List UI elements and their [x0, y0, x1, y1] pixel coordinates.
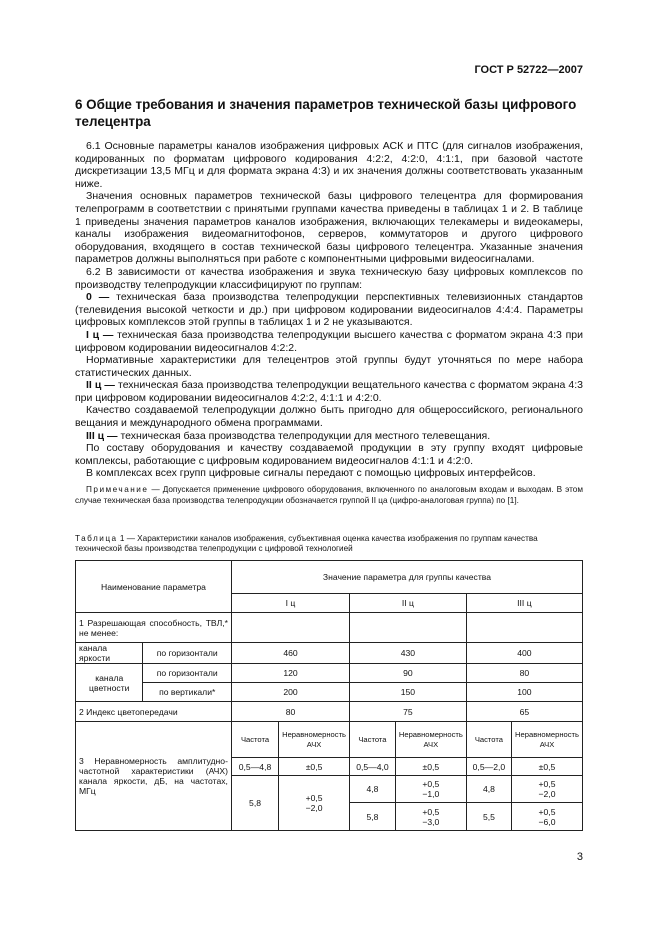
row-frequency-response-text: 3 Неравномерность амплитудно-частотной характеристики (АЧХ) канала яркости, дБ, на частотах, МГц — [79, 756, 228, 796]
table-cell: +0,5 −6,0 — [512, 803, 583, 831]
table-caption-label: Таблица — [75, 534, 118, 543]
table-cell: 4,8 — [350, 776, 396, 803]
paragraph: По составу оборудования и качеству создаваемой продукции в эту группу входят цифровые комплексы, работающие с цифровым кодированием видеосигналов 4:1:1 и 4:2:0. — [75, 442, 583, 467]
paragraph — [75, 329, 583, 354]
row-resolution-label: 1 Разрешающая способность, ТВЛ,* не менее: — [76, 613, 232, 643]
body-text — [75, 140, 583, 507]
table-cell: ±0,5 — [395, 758, 466, 776]
table-cell: +0,5 −2,0 — [512, 776, 583, 803]
table-cell: 0,5—2,0 — [466, 758, 511, 776]
row-luma-direction: по горизонтали — [143, 643, 231, 664]
table-cell: +0,5 −1,0 — [395, 776, 466, 803]
table-caption — [75, 534, 583, 555]
row-frequency-response-label — [76, 722, 232, 831]
table-cell: +0,5 −3,0 — [395, 803, 466, 831]
subheader-frequency: Частота — [350, 722, 396, 758]
group-term: II ц — — [86, 379, 115, 392]
note — [75, 485, 583, 507]
header-group-3: III ц — [466, 594, 582, 613]
row-color-index-label: 2 Индекс цветопередачи — [76, 702, 232, 722]
group-term: III ц — — [86, 429, 118, 442]
table-cell — [466, 613, 582, 643]
paragraph — [75, 291, 583, 329]
note-text: — Допускается применение цифрового оборудования, включенного по аналоговым входам и выходам. В этом случае техническая база производства телепродукции обозначается группой II ца (цифро-аналоговая группа) по [1]. — [75, 485, 583, 505]
group-definition: техническая база производства телепродукции для местного телевещания. — [117, 429, 491, 442]
subheader-nonuniformity: Неравномерность АЧХ — [395, 722, 466, 758]
table-cell: 4,8 — [466, 776, 511, 803]
document-id: ГОСТ Р 52722—2007 — [474, 64, 583, 76]
page-number: 3 — [576, 851, 583, 863]
table-cell: 150 — [350, 683, 467, 702]
table-cell: 100 — [466, 683, 582, 702]
table-cell: 75 — [350, 702, 467, 722]
paragraph — [75, 379, 583, 404]
table-cell: 200 — [231, 683, 349, 702]
row-luma-label: канала яркости — [76, 643, 143, 664]
note-label: Примечание — [86, 485, 149, 495]
table-cell: ±0,5 — [279, 758, 350, 776]
table-cell: 80 — [231, 702, 349, 722]
table-cell: 5,5 — [466, 803, 511, 831]
group-definition: техническая база производства телепродукции перспективных телевизионных стандартов (телевидения высокой четкости и др.) при цифровом кодировании видеосигналов 4:4:4. Параметры цифровых комплексов этой группы в таблицах 1 и 2 не указываются. — [75, 291, 583, 329]
subheader-nonuniformity: Неравномерность АЧХ — [512, 722, 583, 758]
table-cell: 5,8 — [350, 803, 396, 831]
row-chroma-direction: по вертикали* — [143, 683, 231, 702]
paragraph: 6.1 Основные параметры каналов изображения цифровых АСК и ПТС (для сигналов изображения, кодированных по форматам цифрового кодирования 4:2:2, 4:2:0, 4:1:1, при базовой частоте дискретизации 13,5 МГц и для формата экрана 4:3) и их значения должны соответствовать указанным ниже. — [75, 140, 583, 190]
subheader-nonuniformity: Неравномерность АЧХ — [279, 722, 350, 758]
paragraph: Нормативные характеристики для телецентров этой группы будут уточняться по мере набора статистических данных. — [75, 354, 583, 379]
group-term: I ц — — [86, 328, 114, 341]
table-cell: +0,5 −2,0 — [279, 776, 350, 831]
table-cell — [231, 613, 349, 643]
paragraph — [75, 430, 583, 443]
paragraph: 6.2 В зависимости от качества изображения и звука техническую базу цифровых комплексов по производству телепродукции классифицируют по группам: — [75, 265, 583, 291]
row-chroma-label: канала цветности — [76, 664, 143, 702]
table-cell: 90 — [350, 664, 467, 683]
subheader-frequency: Частота — [466, 722, 511, 758]
header-parameter-value: Значение параметра для группы качества — [231, 561, 582, 594]
paragraph: Качество создаваемой телепродукции должно быть пригодно для общероссийского, регионального вещания и международного обмена программами. — [75, 404, 583, 430]
table-caption-text: 1 — Характеристики каналов изображения, субъективная оценка качества изображения по группам качества технической базы производства телепродукции с цифровой технологией — [75, 534, 538, 554]
table-cell: 120 — [231, 664, 349, 683]
parameters-table — [75, 560, 583, 831]
group-definition: техническая база производства телепродукции высшего качества с форматом экрана 4:3 при цифровом кодировании видеосигналов 4:2:2. — [75, 328, 583, 354]
table-cell — [350, 613, 467, 643]
group-definition: техническая база производства телепродукции вещательного качества с форматом экрана 4:3 при цифровом кодировании видеосигналов 4:2:2, 4:1:1 и 4:2:0. — [75, 379, 584, 404]
paragraph: В комплексах всех групп цифровые сигналы передают с помощью цифровых интерфейсов. — [86, 467, 536, 480]
table-cell: 400 — [466, 643, 582, 664]
header-parameter-name: Наименование параметра — [76, 561, 232, 613]
table-cell: 65 — [466, 702, 582, 722]
table-cell: 0,5—4,8 — [231, 758, 278, 776]
table-cell: 5,8 — [231, 776, 278, 831]
header-group-2: II ц — [350, 594, 467, 613]
table-cell: 460 — [231, 643, 349, 664]
row-chroma-direction: по горизонтали — [143, 664, 231, 683]
header-group-1: I ц — [231, 594, 349, 613]
paragraph: Значения основных параметров технической базы цифрового телецентра для формирования телепрограмм в соответствии с принятыми группами качества приведены в таблицах 1 и 2. В таблице 1 приведены значения параметров каналов изображения, включающих телекамеры и видеокамеры, каналы изображения видеомагнитофонов, серверов, коммутаторов и другого цифрового оборудования, входящего в состав технической базы цифрового телецентра. Указанные значения параметров должны выполняться при работе с компонентными цифровыми видеосигналами. — [75, 190, 583, 266]
table-cell: 0,5—4,0 — [350, 758, 396, 776]
table-cell: 430 — [350, 643, 467, 664]
subheader-frequency: Частота — [231, 722, 278, 758]
section-title: 6 Общие требования и значения параметров технической базы цифрового телецентра — [75, 97, 577, 129]
table-cell: 80 — [466, 664, 582, 683]
group-term: 0 — — [86, 291, 110, 304]
table-cell: ±0,5 — [512, 758, 583, 776]
